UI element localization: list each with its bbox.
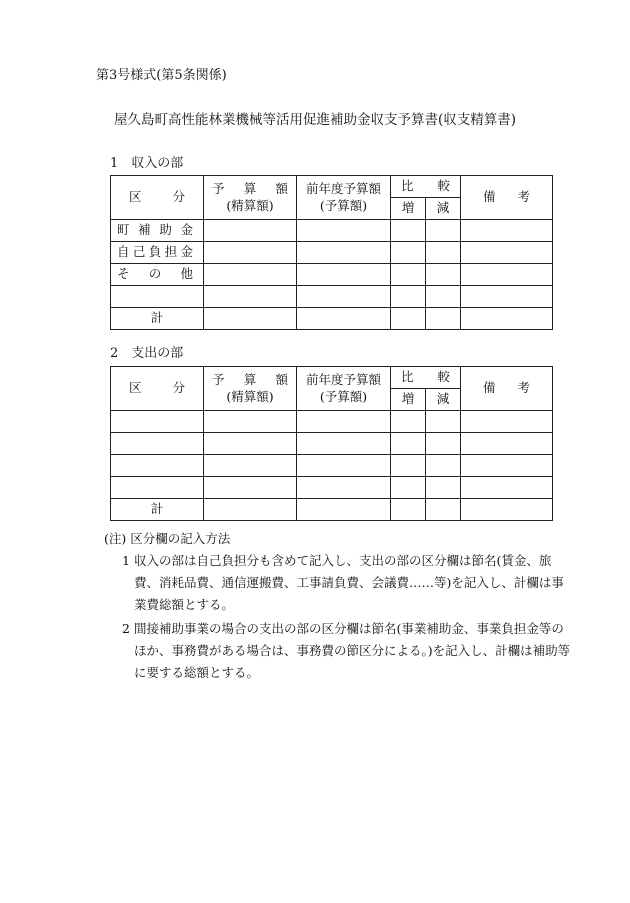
note-number: 1 — [122, 553, 130, 568]
header-budget — [204, 176, 297, 220]
expense-row-label — [111, 455, 204, 477]
header-decrease: 減 — [426, 198, 461, 220]
header-budget-text: 予 算 額 — [212, 371, 288, 387]
header-budget — [204, 367, 297, 411]
header-remarks — [461, 176, 553, 220]
header-increase: 増 — [391, 198, 426, 220]
note-number: 2 — [122, 621, 130, 636]
header-budget-sub: (精算額) — [226, 388, 274, 404]
note-item — [116, 550, 576, 616]
header-kubun — [111, 176, 204, 220]
income-table — [110, 175, 553, 330]
note-text: 間接補助事業の場合の支出の部の区分欄は節名(事業補助金、事業負担金等のほか、事務費がある場合は、事務費の節区分による。)を記入し、計欄は補助等に要する総額とする。 — [134, 621, 571, 680]
income-row-label: 町 補 助 金 — [111, 220, 204, 242]
header-prev-budget-text: 前年度予算額 — [305, 371, 381, 387]
income-row-label: そ の 他 — [111, 264, 204, 286]
notes — [104, 528, 576, 684]
expense-row-label — [111, 477, 204, 499]
header-compare — [391, 176, 461, 198]
form-number: 第3号様式(第5条関係) — [96, 68, 227, 83]
header-prev-budget-sub: (予算額) — [319, 388, 368, 404]
expense-row-label — [111, 433, 204, 455]
document-title: 屋久島町高性能林業機械等活用促進補助金収支予算書(収支精算書) — [113, 112, 517, 128]
header-budget-text: 予 算 額 — [212, 180, 288, 196]
header-remarks-text: 備 考 — [483, 189, 530, 205]
note-text: 収入の部は自己負担分も含めて記入し、支出の部の区分欄は節名(賃金、旅費、消耗品費、通信運搬費、工事請負費、会議費……等)を記入し、計欄は事業費総額とする。 — [134, 553, 564, 612]
header-prev-budget — [297, 176, 391, 220]
header-increase: 増 — [391, 389, 426, 411]
income-heading: 1 収入の部 — [110, 156, 184, 171]
header-remarks-text: 備 考 — [483, 380, 530, 396]
expense-heading: 2 支出の部 — [110, 346, 184, 361]
header-prev-budget-sub: (予算額) — [319, 197, 368, 213]
header-kubun-text: 区 分 — [129, 380, 185, 396]
header-budget-sub: (精算額) — [226, 197, 274, 213]
header-decrease: 減 — [426, 389, 461, 411]
income-total-label: 計 — [111, 308, 204, 330]
expense-total-label: 計 — [111, 499, 204, 521]
header-kubun-text: 区 分 — [129, 189, 185, 205]
header-remarks — [461, 367, 553, 411]
notes-heading: (注) 区分欄の記入方法 — [104, 531, 231, 546]
expense-table — [110, 366, 553, 521]
header-prev-budget-text: 前年度予算額 — [305, 180, 381, 196]
header-prev-budget — [297, 367, 391, 411]
header-compare-text: 比 較 — [401, 178, 450, 194]
header-compare-text: 比 較 — [401, 369, 450, 385]
note-item — [116, 618, 576, 684]
expense-row-label — [111, 411, 204, 433]
income-row-label: 自 己 負 担 金 — [111, 242, 204, 264]
header-kubun — [111, 367, 204, 411]
header-compare — [391, 367, 461, 389]
income-row-label — [111, 286, 204, 308]
